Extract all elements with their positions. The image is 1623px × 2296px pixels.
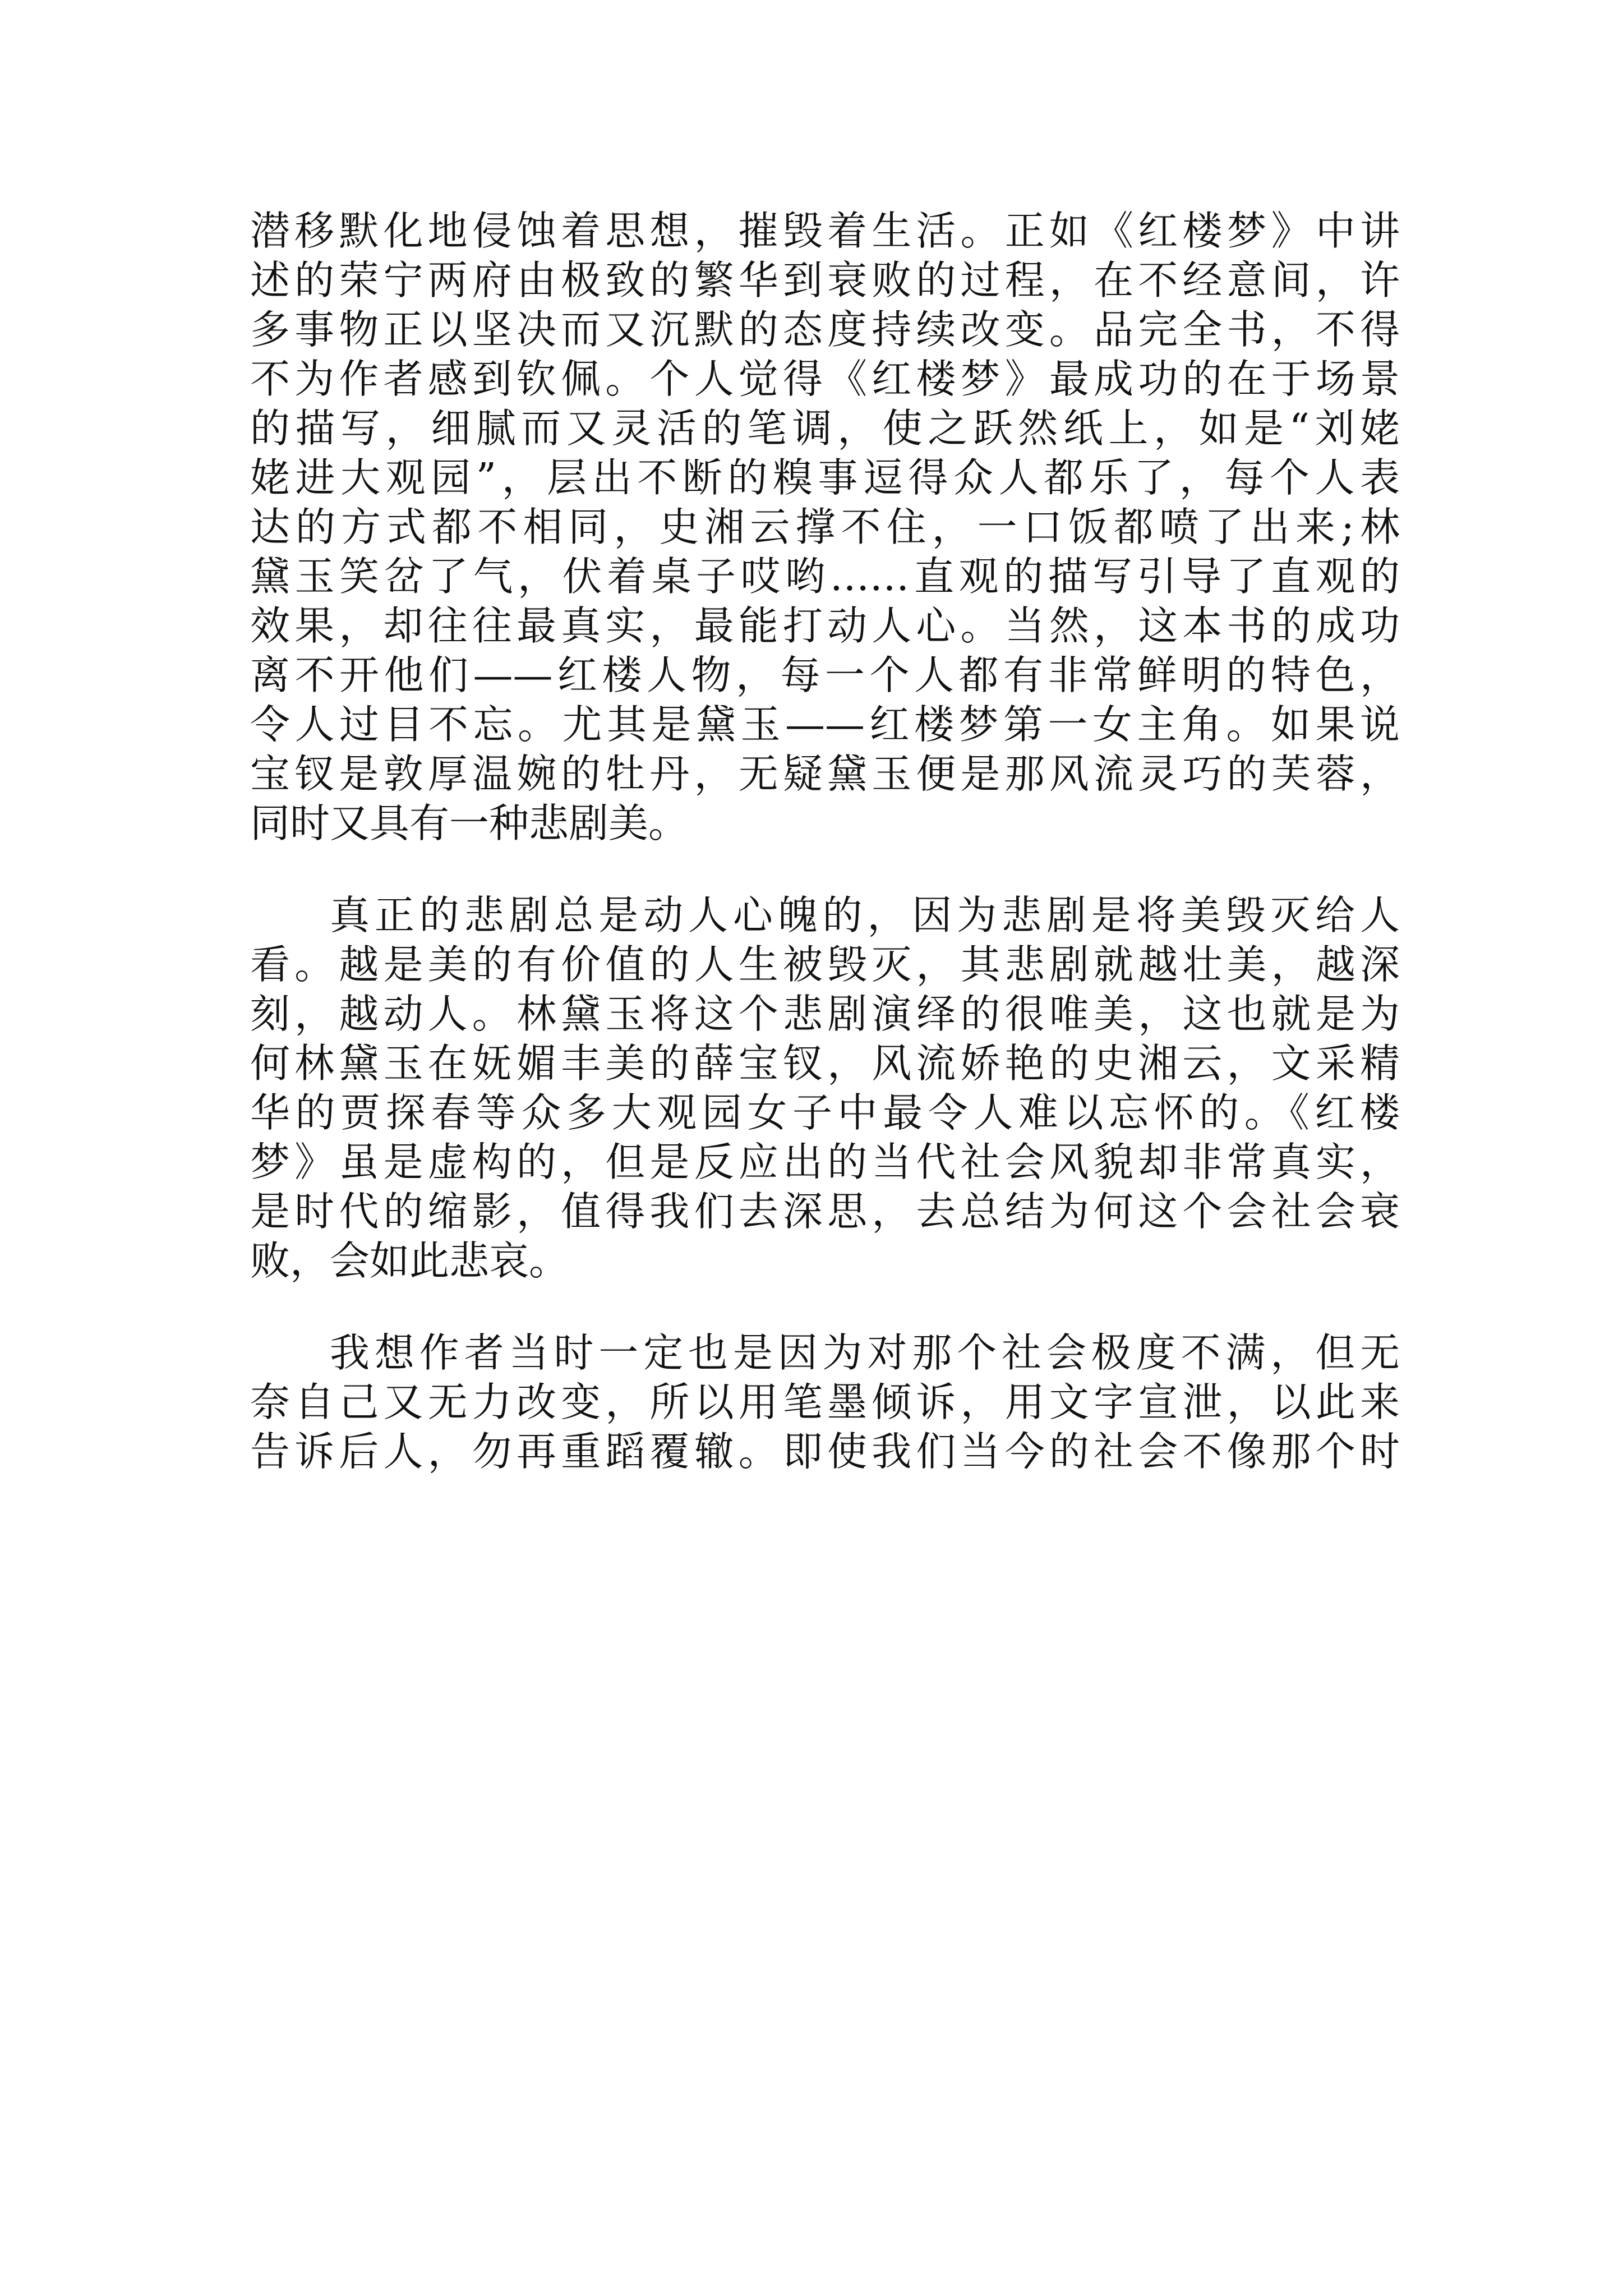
text-line: 真正的悲剧总是动人心魄的，因为悲剧是将美毁灭给人: [330, 892, 1400, 938]
text-line: 看。越是美的有价值的人生被毁灭，其悲剧就越壮美，越深: [250, 941, 1400, 988]
text-line: 姥进大观园”，层出不断的糗事逗得众人都乐了，每个人表: [250, 454, 1400, 501]
text-line: 华的贾探春等众多大观园女子中最令人难以忘怀的。《红楼: [250, 1089, 1400, 1136]
paragraph-gap: [250, 848, 1400, 891]
paragraph-3: [250, 1328, 1400, 1476]
text-line: 令人过目不忘。尤其是黛玉——红楼梦第一女主角。如果说: [250, 701, 1400, 748]
text-line: 我想作者当时一定也是因为对那个社会极度不满，但无: [330, 1329, 1400, 1376]
document-body: [250, 206, 1400, 1476]
text-line: 潜移默化地侵蚀着思想，摧毁着生活。正如《红楼梦》中讲: [250, 208, 1400, 254]
text-line: 刻，越动人。林黛玉将这个悲剧演绎的很唯美，这也就是为: [250, 991, 1400, 1037]
text-line: 奈自己又无力改变，所以用笔墨倾诉，用文字宣泄，以此来: [250, 1379, 1400, 1425]
text-line: 黛玉笑岔了气，伏着桌子哎哟……直观的描写引导了直观的: [250, 553, 1400, 600]
text-line: 败，会如此悲哀。: [250, 1237, 569, 1284]
text-line: 梦》虽是虚构的，但是反应出的当代社会风貌却非常真实，: [250, 1139, 1400, 1185]
text-line: 何林黛玉在妩媚丰美的薛宝钗，风流娇艳的史湘云，文采精: [250, 1040, 1400, 1087]
text-line: 的描写，细腻而又灵活的笔调，使之跃然纸上，如是“刘姥: [250, 405, 1400, 452]
text-line: 不为作者感到钦佩。个人觉得《红楼梦》最成功的在于场景: [250, 356, 1400, 402]
text-line: 离不开他们——红楼人物，每一个人都有非常鲜明的特色，: [250, 652, 1400, 698]
text-line: 述的荣宁两府由极致的繁华到衰败的过程，在不经意间，许: [250, 257, 1400, 303]
text-line: 宝钗是敦厚温婉的牡丹，无疑黛玉便是那风流灵巧的芙蓉，: [250, 751, 1400, 797]
text-line: 是时代的缩影，值得我们去深思，去总结为何这个会社会衰: [250, 1188, 1400, 1235]
paragraph-gap: [250, 1286, 1400, 1328]
paragraph-2: [250, 891, 1400, 1286]
paragraph-1: [250, 206, 1400, 848]
text-line: 多事物正以坚决而又沉默的态度持续改变。品完全书，不得: [250, 306, 1400, 353]
text-line: 告诉后人，勿再重蹈覆辙。即使我们当今的社会不像那个时: [250, 1428, 1400, 1475]
text-line: 达的方式都不相同，史湘云撑不住，一口饭都喷了出来;林: [250, 504, 1400, 550]
text-line: 效果，却往往最真实，最能打动人心。当然，这本书的成功: [250, 602, 1400, 649]
text-line: 同时又具有一种悲剧美。: [250, 800, 689, 846]
